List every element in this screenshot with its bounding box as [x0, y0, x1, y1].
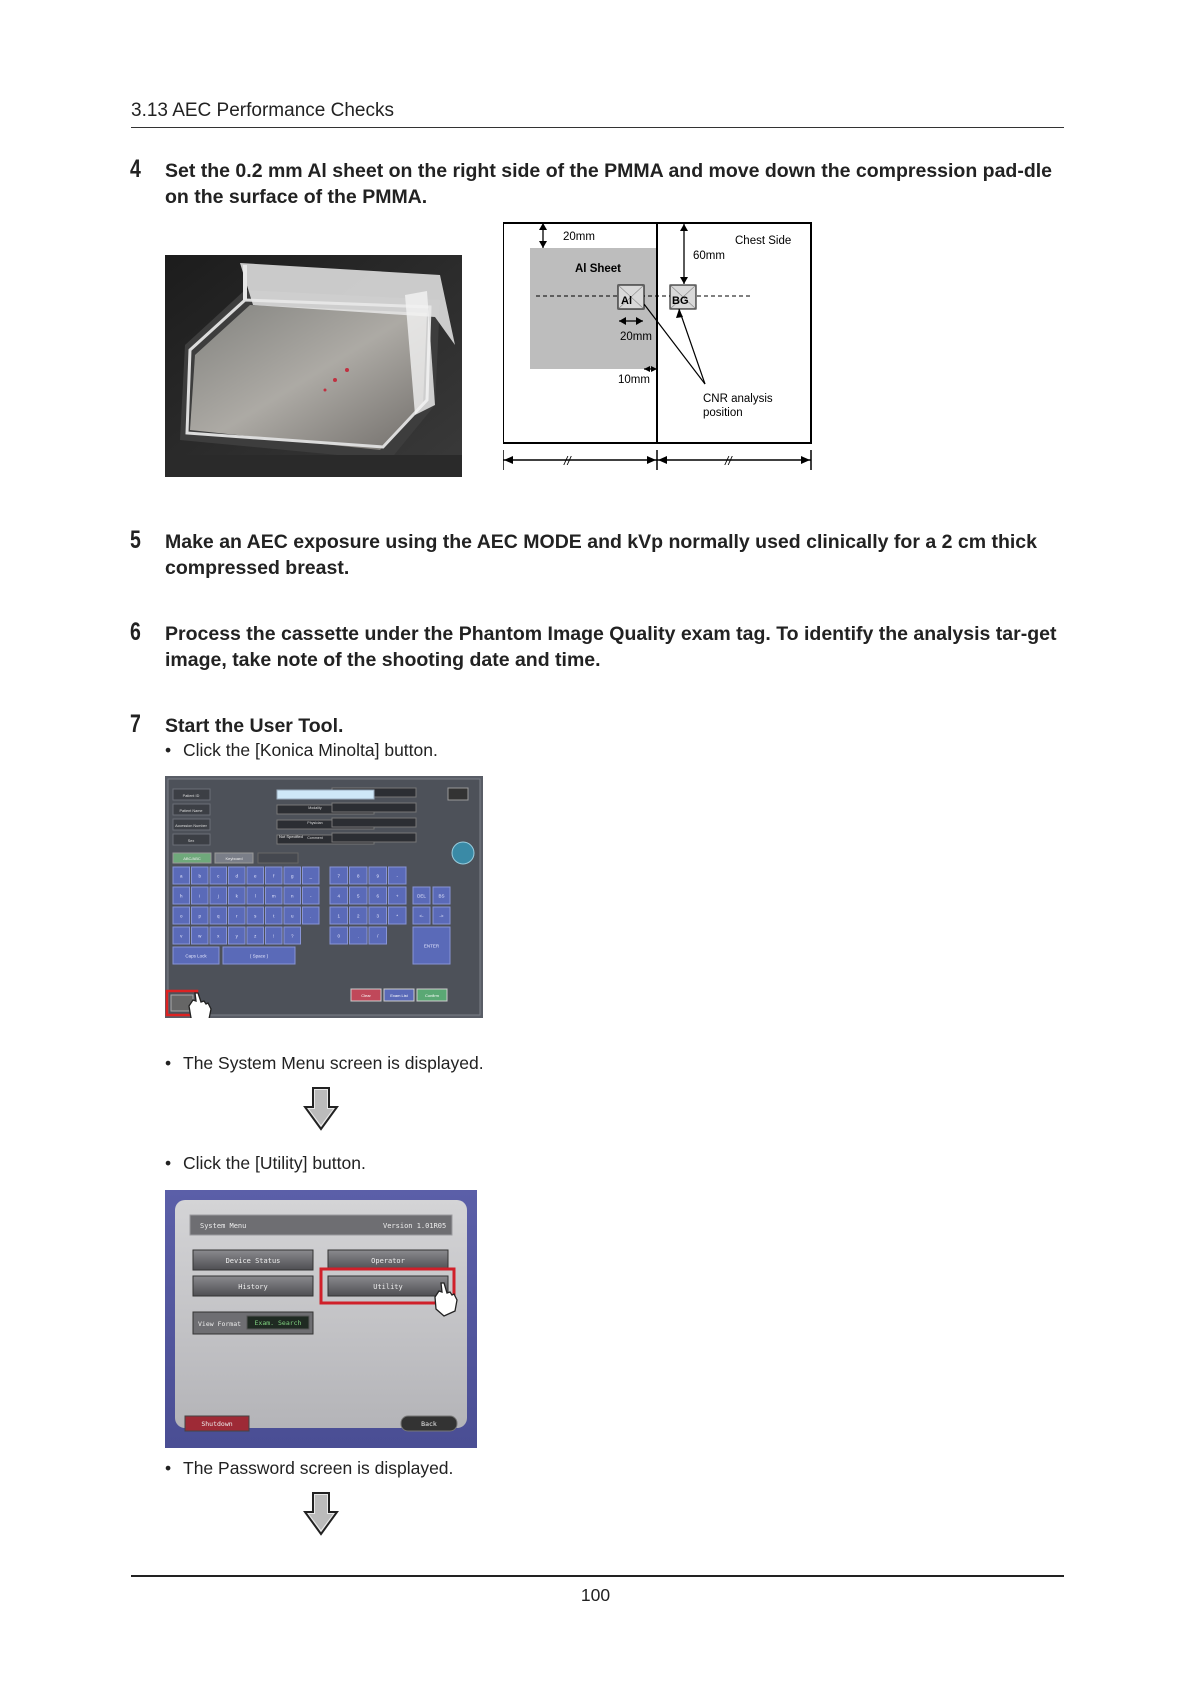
section-header: 3.13 AEC Performance Checks	[131, 100, 394, 121]
field-label: Patient Name	[179, 809, 203, 813]
number-key-label: +	[395, 893, 399, 899]
page-indicator	[448, 788, 468, 800]
status-orb-icon	[452, 842, 474, 864]
step-4-number: 4	[130, 155, 141, 183]
letter-key-label: p	[198, 913, 202, 919]
letter-key-label: n	[290, 893, 294, 899]
right-gap-label: 60mm	[693, 250, 725, 262]
field-label: Patient ID	[182, 794, 200, 798]
letter-key-label: v	[180, 933, 183, 939]
break-mark-right: //	[725, 454, 732, 468]
letter-key-label: e	[253, 873, 257, 879]
letter-key-label: g	[290, 873, 294, 879]
bullet-system-menu-displayed: • The System Menu screen is displayed.	[165, 1053, 484, 1073]
shutdown-button[interactable]	[185, 1416, 249, 1431]
letter-key-label: c	[217, 873, 220, 879]
keyboard-tab-label: ABC/ABC	[183, 856, 201, 861]
right-field-input[interactable]	[332, 818, 416, 827]
pmma-photo-illustration	[165, 255, 462, 477]
svg-text:Device Status: Device Status	[225, 1257, 281, 1265]
number-key-label: *	[396, 913, 399, 919]
step-5-number: 5	[130, 526, 141, 554]
number-key-label: -	[396, 873, 398, 879]
svg-text:Utility: Utility	[373, 1283, 403, 1291]
number-key-label: 7	[337, 873, 341, 879]
roi-position-diagram	[503, 222, 823, 474]
enter-key-label: ENTER	[423, 943, 440, 949]
device-status-button[interactable]	[193, 1250, 313, 1270]
back-button[interactable]	[401, 1416, 457, 1431]
number-key-label: /	[377, 933, 379, 939]
letter-key-label: f	[273, 873, 275, 879]
al-sheet-label: Al Sheet	[575, 263, 622, 275]
top-gap-label: 20mm	[563, 231, 595, 243]
sex-value: Not Specified	[279, 834, 303, 839]
letter-key-label: d	[235, 873, 239, 879]
bottom-action-label: Confirm	[424, 993, 440, 998]
cnr-label-line2: position	[703, 407, 743, 419]
number-key-label: 4	[337, 893, 341, 899]
break-mark-left: //	[564, 454, 571, 468]
number-key-label: .	[357, 933, 359, 939]
letter-key-label: o	[179, 913, 183, 919]
letter-key-label: u	[290, 913, 294, 919]
cursor-left-key-label: <-	[419, 913, 424, 919]
letter-key-label: a	[179, 873, 183, 879]
letter-key-label: m	[271, 893, 276, 899]
al-roi-label: Al	[621, 295, 632, 307]
footer-rule	[131, 1575, 1064, 1577]
number-key-label: 3	[376, 913, 380, 919]
roi-width-label: 20mm	[620, 331, 652, 343]
bottom-action-label: Exam List	[390, 993, 408, 998]
letter-key-label: -	[310, 893, 312, 899]
letter-key-label: w	[198, 933, 202, 939]
number-key-label: 6	[376, 893, 380, 899]
letter-key-label: j	[217, 893, 219, 899]
header-rule	[131, 127, 1064, 128]
cnr-label-line1: CNR analysis	[703, 393, 773, 405]
letter-key-label: .	[310, 913, 312, 919]
keyboard-tab-label: Keyboard	[225, 856, 243, 861]
svg-text:Shutdown: Shutdown	[201, 1420, 233, 1428]
right-field-label: Comment	[307, 836, 323, 840]
bottom-action-label: Clear	[361, 993, 371, 998]
patient-id-input[interactable]	[277, 790, 374, 799]
view-format-value: Exam. Search	[254, 1319, 302, 1327]
step-5-text: Make an AEC exposure using the AEC MODE and kVp normally used clinically for a 2 cm thick compressed breast.	[165, 531, 1037, 579]
bullet-click-utility: • Click the [Utility] button.	[165, 1153, 366, 1173]
version-label: Version 1.01R05	[383, 1222, 447, 1230]
right-field-input[interactable]	[332, 833, 416, 842]
del-key-label: DEL	[417, 893, 426, 899]
letter-key-label: b	[198, 873, 202, 879]
bg-roi-label: BG	[672, 295, 689, 307]
letter-key-label: !	[273, 933, 275, 939]
cursor-right-key-label: ->	[439, 913, 444, 919]
letter-key-label: _	[309, 873, 313, 879]
svg-text:History: History	[238, 1283, 268, 1291]
svg-text:Back: Back	[421, 1420, 437, 1428]
patient-entry-screenshot	[165, 776, 483, 1018]
caps-lock-key-label: Caps Lock	[185, 953, 207, 959]
number-key-label: 8	[356, 873, 360, 879]
number-key-label: 5	[356, 893, 360, 899]
edge-gap-label: 10mm	[618, 374, 650, 386]
keyboard-tab-blank	[258, 853, 298, 863]
system-menu-title: System Menu	[200, 1222, 247, 1230]
system-menu-screenshot	[165, 1190, 477, 1448]
step-4-text: Set the 0.2 mm Al sheet on the right side of the PMMA and move down the compression pad-dle on the surface of the PMMA.	[165, 160, 1053, 208]
history-button[interactable]	[193, 1276, 313, 1296]
step-7-number: 7	[130, 710, 141, 738]
step-6-number: 6	[130, 618, 141, 646]
letter-key-label: i	[199, 893, 201, 899]
page-number: 100	[580, 1585, 611, 1605]
letter-key-label: h	[179, 893, 183, 899]
bullet-password-displayed: • The Password screen is displayed.	[165, 1458, 454, 1478]
letter-key-label: l	[254, 893, 256, 899]
letter-key-label: x	[217, 933, 220, 939]
down-arrow-icon	[303, 1492, 339, 1536]
step-7-text: Start the User Tool.	[165, 715, 344, 737]
right-field-label: Modality	[308, 806, 322, 810]
right-field-label: Physician	[307, 821, 323, 825]
pmma-phantom-photo	[165, 255, 462, 477]
operator-button[interactable]	[328, 1250, 448, 1270]
svg-text:Operator: Operator	[371, 1257, 405, 1265]
letter-key-label: k	[235, 893, 238, 899]
space-key-label: ( Space )	[249, 953, 269, 959]
right-field-input[interactable]	[332, 803, 416, 812]
number-key-label: 2	[356, 913, 360, 919]
backspace-key-label: BS	[438, 893, 445, 899]
view-format-label: View Format	[198, 1320, 242, 1328]
letter-key-label: q	[216, 913, 220, 919]
number-key-label: 1	[337, 913, 341, 919]
field-label: Accession Number	[175, 824, 207, 828]
chest-side-label: Chest Side	[735, 235, 792, 247]
letter-key-label: t	[273, 913, 275, 919]
letter-key-label: ?	[290, 933, 294, 939]
letter-key-label: y	[235, 933, 238, 939]
bullet-click-konica: • Click the [Konica Minolta] button.	[165, 740, 438, 760]
letter-key-label: s	[254, 913, 257, 919]
number-key-label: 9	[376, 873, 380, 879]
view-format-control[interactable]	[193, 1312, 313, 1334]
number-key-label: 0	[337, 933, 341, 939]
letter-key-label: z	[254, 933, 257, 939]
down-arrow-icon	[303, 1087, 339, 1131]
letter-key-label: r	[236, 913, 238, 919]
step-6-text: Process the cassette under the Phantom Image Quality exam tag. To identify the analysis tar-get image, take note of the shooting date and time.	[165, 623, 1057, 671]
field-label: Sex	[187, 839, 195, 843]
